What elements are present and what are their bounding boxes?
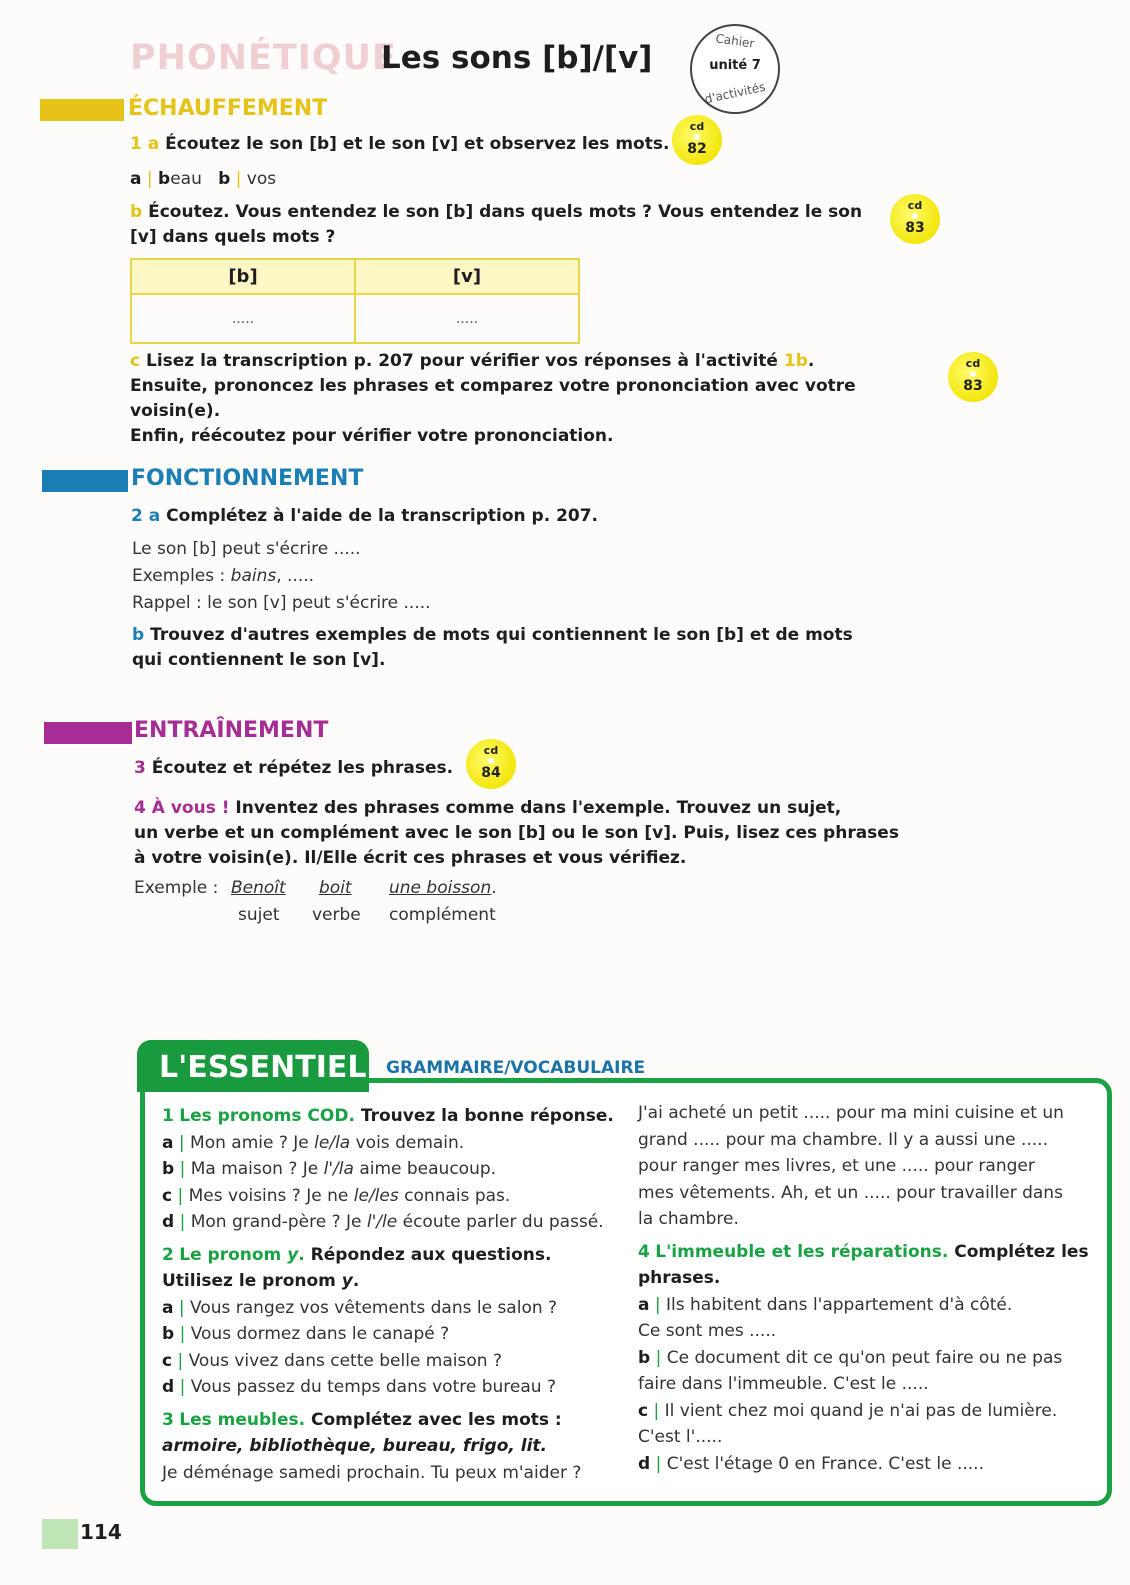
essentiel-left-column: 1 Les pronoms COD. Trouvez la bonne réponse. a | Mon amie ? Je le/la vois demain. b | Ma maison ? Je l'/la aime beaucoup. c | Mes voisins ? Je ne le/les connais pas. d | Mon grand-père ? Je l'/le écoute parler du passé. 2 Le pronom y. Répondez aux questions. Utilisez le pronom y. a | Vous rangez vos vêtements dans le salon ? b | Vous dormez dans le canapé ? c | Vous vivez dans cette belle maison ? d | Vous passez du temps dans votre bureau ? 3 Les meubles. Complétez avec les mots : armoire, bibliothèque, bureau, frigo, lit. Je déménage samedi prochain. Tu peux m'aider ? [162, 1103, 622, 1486]
fonctionnement-title: FONCTIONNEMENT [131, 466, 364, 491]
page-number: 114 [80, 1520, 122, 1544]
table-header-v: [v] [355, 259, 579, 294]
cd-82-icon: cd 82 [672, 115, 722, 165]
cahier-badge [690, 24, 780, 114]
ex4-item-d: d | C'est l'étage 0 en France. C'est le ..... [638, 1453, 984, 1474]
exemple-label-complement: complément [389, 905, 496, 925]
question-2a: 2 a Complétez à l'aide de la transcription p. 207. [131, 506, 599, 526]
ex1-item-c: c | Mes voisins ? Je ne le/les connais pas. [162, 1185, 511, 1206]
table-cell-v[interactable]: ..... [355, 294, 579, 343]
ex1-item-a: a | Mon amie ? Je le/la vois demain. [162, 1132, 465, 1153]
ex2-item-d: d | Vous passez du temps dans votre bureau ? [162, 1377, 556, 1397]
entrainement-bar [44, 722, 132, 744]
ex2-item-a: a | Vous rangez vos vêtements dans le salon ? [162, 1297, 558, 1318]
table-header-b: [b] [131, 259, 355, 294]
question-4: 4 À vous ! Inventez des phrases comme dans l'exemple. Trouvez un sujet, un verbe et un complément avec le son [b] ou le son [v]. Puis, lisez ces phrases à votre voisin(e). Il/Elle écrit ces phrases et vous vérifiez. [134, 798, 899, 868]
question-3: 3 Écoutez et répétez les phrases. [134, 758, 454, 778]
question-1c: c Lisez la transcription p. 207 pour vérifier vos réponses à l'activité 1b. Ensuite, prononcez les phrases et comparez votre prononciation avec votre voisin(e). Enfin, réécoutez pour vérifier votre prononciation. [130, 351, 856, 446]
table-cell-b[interactable]: ..... [131, 294, 355, 343]
ex1-item-b: b | Ma maison ? Je l'/la aime beaucoup. [162, 1159, 497, 1179]
ex2-item-b: b | Vous dormez dans le canapé ? [162, 1324, 450, 1344]
cd-83-icon: cd 83 [890, 194, 940, 244]
question-1a: 1 a Écoutez le son [b] et le son [v] et observez les mots. [130, 134, 670, 154]
entrainement-title: ENTRAÎNEMENT [134, 718, 329, 743]
essentiel-right-column: J'ai acheté un petit ..... pour ma mini cuisine et un grand ..... pour ma chambre. Il y a aussi une ..... pour ranger mes livres, et une ..... pour ranger mes vêtements. Ah, et un ..... pour travailler dans la chambre. 4 L'immeuble et les réparations. Complétez les phrases. a | Ils habitent dans l'appartement d'à côté. Ce sont mes ..... b | Ce document dit ce qu'on peut faire ou ne pas faire dans l'immeuble. C'est le ..... c | Il vient chez moi quand je n'ai pas de lumière. C'est l'..... d | C'est l'étage 0 en France. C'est le ..... [638, 1100, 1098, 1477]
cahier-line3: d'activités [703, 79, 767, 107]
ex2-item-c: c | Vous vivez dans cette belle maison ? [162, 1350, 502, 1371]
ex4-item-b: b | Ce document dit ce qu'on peut faire ou ne pas [638, 1347, 1063, 1368]
essentiel-tab: L'ESSENTIEL [137, 1040, 369, 1092]
ex4-item-c: c | Il vient chez moi quand je n'ai pas de lumière. [638, 1400, 1058, 1421]
fonctionnement-bar [42, 470, 128, 492]
exemple-label-verbe: verbe [312, 905, 361, 925]
exemple-word-2: boit [319, 878, 352, 898]
b-v-table [130, 258, 580, 344]
cd-84-icon: cd 84 [466, 739, 516, 789]
echauffement-bar [40, 99, 124, 121]
fonctionnement-lines: Le son [b] peut s'écrire ..... Exemples : bains, ..... Rappel : le son [v] peut s'écrire ..... [132, 539, 431, 613]
echauffement-title: ÉCHAUFFEMENT [128, 96, 328, 121]
section-label: PHONÉTIQUE [130, 38, 397, 78]
examples-line: a | beau b | vos [130, 169, 277, 189]
question-1b: b Écoutez. Vous entendez le son [b] dans quels mots ? Vous entendez le son [v] dans quels mots ? [130, 202, 863, 247]
cahier-line1: Cahier [714, 31, 756, 51]
page-title: Les sons [b]/[v] [381, 40, 653, 76]
exemple-label-sujet: sujet [238, 905, 280, 925]
cahier-line2: unité 7 [709, 58, 761, 73]
ex4-item-a: a | Ils habitent dans l'appartement d'à côté. [638, 1294, 1013, 1315]
essentiel-subtitle: GRAMMAIRE/VOCABULAIRE [386, 1058, 646, 1078]
exemple-word-3: une boisson. [389, 878, 497, 898]
cd-83-icon-2: cd 83 [948, 352, 998, 402]
exemple-word-1: Benoît [231, 878, 286, 898]
ex1-item-d: d | Mon grand-père ? Je l'/le écoute parler du passé. [162, 1212, 604, 1232]
page-number-bar [42, 1519, 78, 1549]
question-2b: b Trouvez d'autres exemples de mots qui contiennent le son [b] et de mots qui contiennent le son [v]. [132, 625, 853, 670]
exemple-label: Exemple : [134, 878, 219, 898]
